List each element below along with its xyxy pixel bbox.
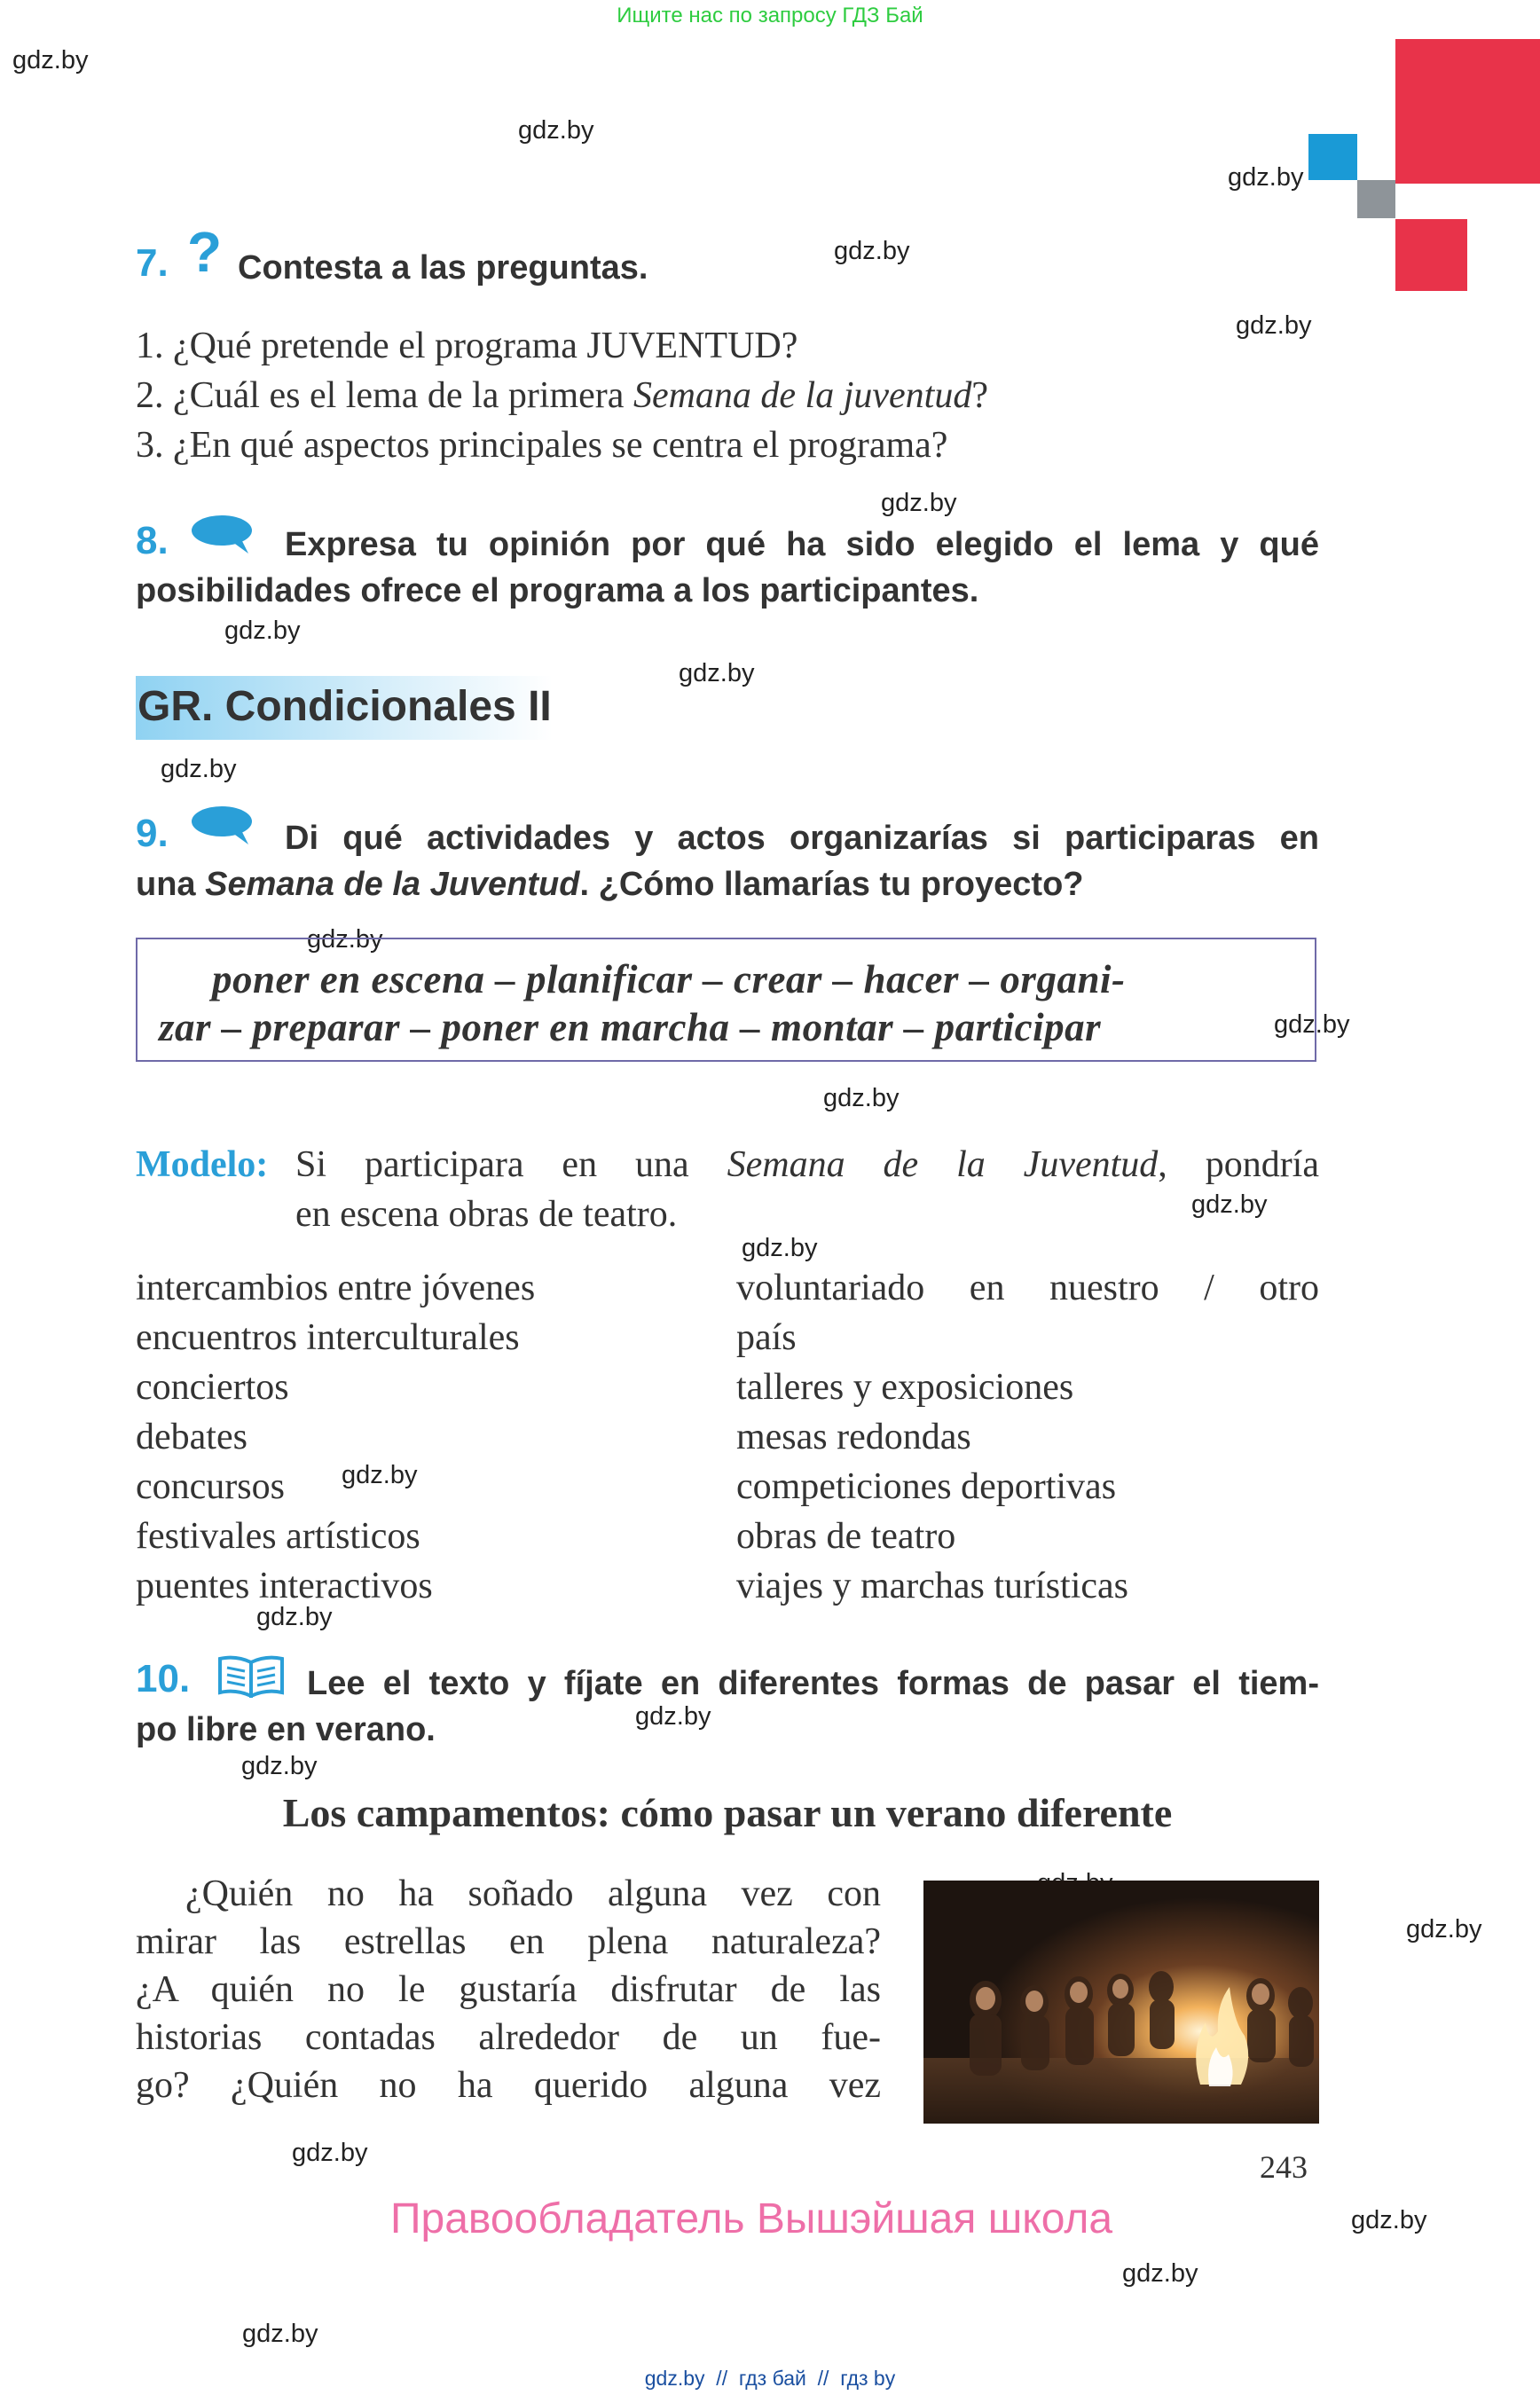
watermark: gdz.by bbox=[256, 1603, 333, 1631]
question-number: 1. bbox=[136, 326, 164, 366]
question-item bbox=[136, 420, 947, 470]
list-item: concursos bbox=[136, 1466, 285, 1507]
question-item bbox=[136, 321, 798, 371]
model-line: en escena obras de teatro. bbox=[295, 1194, 678, 1235]
model-text-italic: Semana de la Juventud bbox=[727, 1144, 1159, 1185]
exercise-instruction bbox=[136, 815, 1319, 907]
model-label: Modelo: bbox=[136, 1144, 269, 1185]
instruction-text: . ¿Cómo llamarías tu proyecto? bbox=[579, 866, 1084, 903]
instruction-line: posibilidades ofrece el programa a los participantes. bbox=[136, 572, 979, 609]
watermark: gdz.by bbox=[241, 1752, 318, 1780]
list-item: encuentros interculturales bbox=[136, 1317, 520, 1358]
watermark: gdz.by bbox=[742, 1234, 818, 1262]
paragraph-line: ¿A quién no le gustaría disfrutar de las bbox=[136, 1969, 881, 2010]
deco-blue-square bbox=[1308, 134, 1357, 180]
watermark: gdz.by bbox=[242, 2320, 318, 2348]
instruction-line: Expresa tu opinión por qué ha sido elegido el lema y qué bbox=[285, 526, 1319, 563]
question-text-italic: Semana de la juventud bbox=[632, 375, 972, 416]
copyright-text: Правообладатель Вышэйшая школа bbox=[390, 2195, 1113, 2242]
paragraph-line: mirar las estrellas en plena naturaleza? bbox=[136, 1921, 881, 1962]
reading-title: Los campamentos: cómo pasar un verano diferente bbox=[282, 1790, 1173, 1835]
watermark: gdz.by bbox=[342, 1461, 418, 1489]
paragraph-line: go? ¿Quién no ha querido alguna vez bbox=[136, 2065, 881, 2106]
watermark: gdz.by bbox=[679, 659, 755, 687]
paragraph-line: historias contadas alrededor de un fue- bbox=[136, 2017, 881, 2058]
list-item: debates bbox=[136, 1417, 248, 1457]
watermark: gdz.by bbox=[518, 116, 594, 145]
activity-list-left bbox=[136, 1263, 535, 1611]
reading-paragraph bbox=[136, 1870, 881, 2109]
watermark: gdz.by bbox=[1122, 2259, 1198, 2288]
exercise-number: 10. bbox=[136, 1657, 191, 1700]
instruction-line: Lee el texto y fíjate en diferentes formas de pasar el tiem- bbox=[307, 1665, 1319, 1702]
footer-links[interactable]: gdz.by // гдз бай // гдз by bbox=[644, 2367, 896, 2390]
watermark: gdz.by bbox=[161, 755, 237, 783]
watermark: gdz.by bbox=[823, 1084, 900, 1112]
list-item: festivales artísticos bbox=[136, 1516, 420, 1557]
watermark: gdz.by bbox=[635, 1702, 711, 1731]
watermark: gdz.by bbox=[1236, 311, 1312, 340]
promo-text[interactable]: Ищите нас по запросу ГДЗ Бай bbox=[617, 4, 923, 27]
list-item: viajes y marchas turísticas bbox=[736, 1566, 1129, 1606]
instruction-line: Di qué actividades y actos organizarías si participaras en bbox=[285, 820, 1319, 857]
question-number: 3. bbox=[136, 425, 164, 466]
watermark: gdz.by bbox=[834, 237, 910, 265]
instruction-line: po libre en verano. bbox=[136, 1711, 436, 1748]
watermark: gdz.by bbox=[12, 46, 89, 75]
list-item: país bbox=[736, 1317, 797, 1358]
instruction-text: una bbox=[136, 866, 206, 903]
exercise-number: 9. bbox=[136, 812, 169, 855]
verb-line: poner en escena – planificar – crear – hacer – organi- bbox=[212, 957, 1126, 1001]
deco-gray-square bbox=[1357, 180, 1395, 218]
list-item: voluntariado en nuestro / otro bbox=[736, 1268, 1319, 1308]
model-text-part: Si participara en una bbox=[295, 1144, 727, 1185]
watermark: gdz.by bbox=[224, 616, 301, 645]
verb-box bbox=[136, 938, 1316, 1062]
watermark: gdz.by bbox=[292, 2139, 368, 2167]
list-item: competiciones deportivas bbox=[736, 1466, 1117, 1507]
model-text bbox=[295, 1140, 1319, 1239]
exercise-number: 8. bbox=[136, 519, 169, 562]
watermark: gdz.by bbox=[1228, 163, 1304, 192]
question-item bbox=[136, 371, 988, 420]
instruction-line bbox=[136, 861, 1319, 907]
model-text-part: , pondría bbox=[1158, 1144, 1319, 1185]
exercise-title: Contesta a las preguntas. bbox=[238, 249, 648, 287]
instruction-text-italic: Semana de la Juventud bbox=[205, 866, 580, 903]
list-item: puentes interactivos bbox=[136, 1566, 433, 1606]
campfire-photo bbox=[923, 1881, 1319, 2124]
paragraph-line: ¿Quién no ha soñado alguna vez con bbox=[185, 1873, 881, 1914]
verb-line: zar – preparar – poner en marcha – montar – participar bbox=[159, 1005, 1102, 1049]
question-text: ¿En qué aspectos principales se centra el programa? bbox=[173, 425, 948, 466]
list-item: talleres y exposiciones bbox=[736, 1367, 1074, 1408]
list-item: mesas redondas bbox=[736, 1417, 971, 1457]
exercise-instruction bbox=[136, 1661, 1319, 1753]
question-text: ¿Cuál es el lema de la primera bbox=[173, 375, 633, 416]
question-text: ? bbox=[971, 375, 988, 416]
question-text: ¿Qué pretende el programa JUVENTUD? bbox=[173, 326, 798, 366]
question-number: 2. bbox=[136, 375, 164, 416]
watermark: gdz.by bbox=[881, 489, 957, 517]
list-item: obras de teatro bbox=[736, 1516, 956, 1557]
watermark: gdz.by bbox=[1406, 1915, 1482, 1944]
watermark: gdz.by bbox=[307, 925, 383, 954]
exercise-number: 7. bbox=[136, 241, 169, 285]
list-item: conciertos bbox=[136, 1367, 289, 1408]
deco-red-square-small bbox=[1395, 219, 1467, 291]
exercise-instruction bbox=[136, 522, 1319, 614]
watermark: gdz.by bbox=[1351, 2206, 1427, 2234]
model-line bbox=[295, 1140, 1319, 1190]
watermark: gdz.by bbox=[1191, 1190, 1268, 1219]
deco-red-square-large bbox=[1395, 39, 1540, 184]
list-item: intercambios entre jóvenes bbox=[136, 1268, 536, 1308]
page-number: 243 bbox=[1260, 2149, 1308, 2185]
grammar-title: GR. Condicionales II bbox=[138, 683, 552, 730]
activity-list-right bbox=[736, 1263, 1319, 1611]
watermark: gdz.by bbox=[1274, 1010, 1350, 1039]
question-icon: ? bbox=[187, 220, 223, 284]
